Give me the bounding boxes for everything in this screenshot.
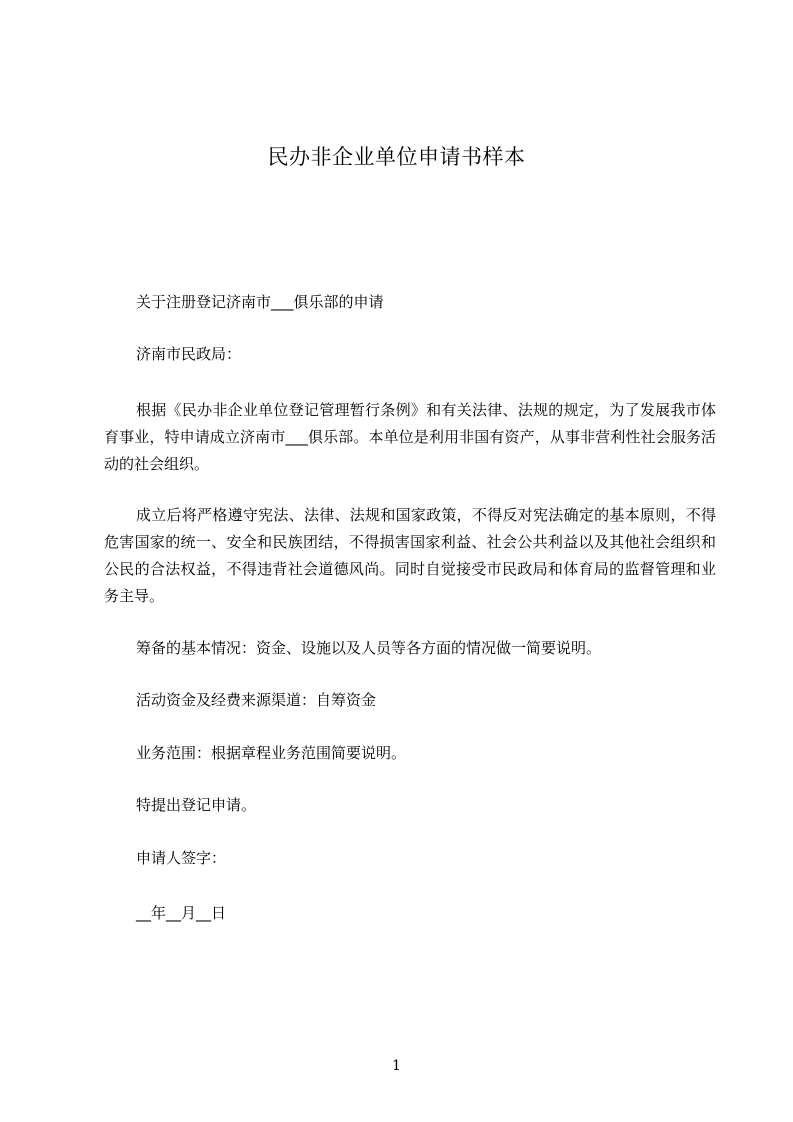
paragraph-purpose: 根据《民办非企业单位登记管理暂行条例》和有关法律、法规的规定，为了发展我市体育事业，特申请成立济南市___俱乐部。本单位是利用非国有资产，从事非营利性社会服务活动的社会组织。 xyxy=(104,401,716,473)
preparation-info: 筹备的基本情况：资金、设施以及人员等各方面的情况做一简要说明。 xyxy=(136,639,602,657)
document-title: 民办非企业单位申请书样本 xyxy=(267,145,526,169)
page-number: 1 xyxy=(392,1058,401,1074)
request-statement: 特提出登记申请。 xyxy=(136,796,257,814)
applicant-signature: 申请人签字： xyxy=(136,849,227,867)
addressee: 济南市民政局： xyxy=(136,345,242,363)
paragraph-commitment: 成立后将严格遵守宪法、法律、法规和国家政策，不得反对宪法确定的基本原则，不得危害国家的统一、安全和民族团结，不得损害国家利益、社会公共利益以及其他社会组织和公民的合法权益，不得违背社会道德风尚。同时自觉接受市民政局和体育局的监督管理和业务主导。 xyxy=(104,506,716,605)
application-subject: 关于注册登记济南市___俱乐部的申请 xyxy=(136,293,384,311)
business-scope: 业务范围：根据章程业务范围简要说明。 xyxy=(136,744,407,762)
date-line: __年__月__日 xyxy=(136,904,227,922)
funding-source: 活动资金及经费来源渠道：自筹资金 xyxy=(136,691,377,709)
